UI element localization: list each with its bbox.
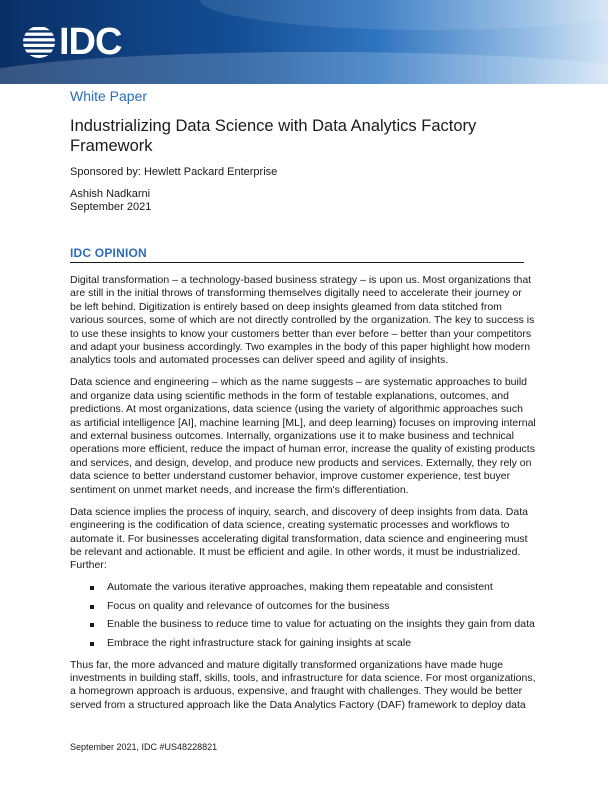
- banner-glow-top: [200, 0, 608, 30]
- bullet-item: [90, 581, 536, 594]
- page-footer: September 2021, IDC #US48228821: [70, 742, 218, 752]
- bullet-item: [90, 637, 536, 650]
- publication-date: September 2021: [70, 201, 152, 213]
- document-type: White Paper: [70, 88, 148, 104]
- square-bullet-icon: [90, 642, 94, 646]
- square-bullet-icon: [90, 586, 94, 590]
- bullet-item: [90, 600, 536, 613]
- bullet-text: Automate the various iterative approaches, making them repeatable and consistent: [107, 581, 493, 594]
- header-banner: [0, 0, 608, 84]
- idc-logo: [22, 21, 122, 63]
- paragraph: Thus far, the more advanced and mature digitally transformed organizations have made huge investments in building staff, skills, tools, and infrastructure for data science. For most organizations, a homegrown approach is arduous, expensive, and fraught with challenges. They would be better served from a structured approach like the Data Analytics Factory (DAF) framework to deploy data: [70, 658, 536, 711]
- sponsor-line: Sponsored by: Hewlett Packard Enterprise: [70, 166, 278, 178]
- author-name: Ashish Nadkarni: [70, 188, 151, 200]
- section-heading: IDC OPINION: [70, 246, 524, 263]
- idc-globe-icon: [22, 25, 56, 59]
- square-bullet-icon: [90, 623, 94, 627]
- bullet-list: [70, 581, 536, 650]
- bullet-item: [90, 618, 536, 631]
- bullet-text: Focus on quality and relevance of outcomes for the business: [107, 599, 390, 612]
- paragraph: Data science implies the process of inquiry, search, and discovery of deep insights from data. Data engineering is the codification of data science, creating systematic processes and workflows to automate it. For businesses accelerating digital transformation, data science and engineering must be relevant and actionable. It must be efficient and agile. In other words, it must be industrialized. Further:: [70, 505, 528, 572]
- logo-text: IDC: [59, 21, 122, 63]
- square-bullet-icon: [90, 605, 94, 609]
- paragraph: Data science and engineering – which as the name suggests – are systematic approaches to build and organize data using scientific methods in the form of testable explanations, outcomes, and predictions. At most organizations, data science (using the variety of algorithmic approaches such as artificial intelligence [AI], machine learning [ML], and deep learning) focuses on improving internal and external business outcomes. Internally, organizations use it to make business and technical operations more efficient, reduce the impact of human error, increase the quality of existing products and services, and design, develop, and produce new products and services. Externally, they rely on data science to better understand customer behavior, improve customer experience, test buyer sentiment on unmet market needs, and increase the firm's differentiation.: [70, 376, 536, 496]
- bullet-text: Embrace the right infrastructure stack for gaining insights at scale: [107, 636, 412, 649]
- section-body: [70, 274, 536, 721]
- bullet-text: Enable the business to reduce time to value for actuating on the insights they gain from data: [107, 618, 535, 631]
- document-title: Industrializing Data Science with Data Analytics Factory Framework: [70, 117, 477, 155]
- paragraph: Digital transformation – a technology-based business strategy – is upon us. Most organizations that are still in the initial throws of transforming themselves digitally need to accelerate their journey or be left behind. Digitization is entirely based on deep insights gleamed from data stitched from various sources, some of which are not directly controlled by the organization. The key to success is to use these insights to know your customers better than ever before – better than your competitors and adapt your business accordingly. Two examples in the body of this paper highlight how modern analytics tools and automated processes can deliver speed and agility of insights.: [70, 274, 535, 367]
